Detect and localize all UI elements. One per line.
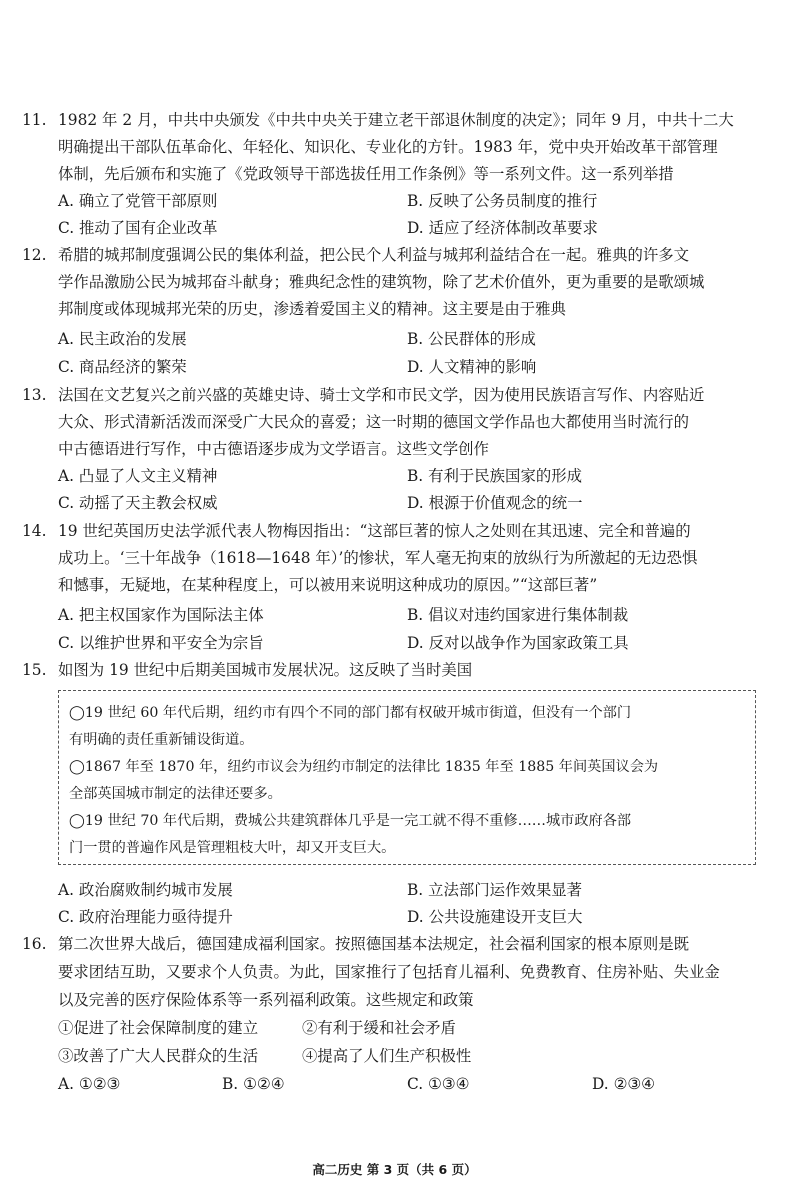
question-text: 体制，先后颁布和实施了《党政领导干部选拔任用工作条例》等一系列文件。这一系列举措 — [58, 165, 674, 183]
material-line: 有明确的责任重新铺设街道。 — [69, 732, 254, 748]
option-b[interactable]: B. 倡议对违约国家进行集体制裁 — [407, 606, 629, 624]
option-c[interactable]: C. ①③④ — [407, 1075, 470, 1093]
question-text: 法国在文艺复兴之前兴盛的英雄史诗、骑士文学和市民文学，因为使用民族语言写作、内容贴近 — [58, 386, 705, 404]
question-text: 1982 年 2 月，中共中央颁发《中共中央关于建立老干部退休制度的决定》；同年 9 月，中共十二大 — [58, 111, 734, 129]
question-number: 15. — [22, 661, 47, 679]
option-d[interactable]: D. 人文精神的影响 — [407, 358, 537, 376]
question-number: 13. — [22, 386, 47, 404]
option-c[interactable]: C. 政府治理能力亟待提升 — [58, 908, 233, 926]
question-text: 第二次世界大战后，德国建成福利国家。按照德国基本法规定，社会福利国家的根本原则是既 — [58, 935, 690, 953]
option-a[interactable]: A. 政治腐败制约城市发展 — [58, 881, 233, 899]
option-a[interactable]: A. 确立了党管干部原则 — [58, 192, 218, 210]
question-text: 以及完善的医疗保险体系等一系列福利政策。这些规定和政策 — [58, 991, 474, 1009]
option-d[interactable]: D. 适应了经济体制改革要求 — [407, 219, 598, 237]
statement-3: ③改善了广大人民群众的生活 — [58, 1047, 259, 1065]
statement-2: ②有利于缓和社会矛盾 — [302, 1019, 456, 1037]
option-d[interactable]: D. 公共设施建设开支巨大 — [407, 908, 583, 926]
option-c[interactable]: C. 推动了国有企业改革 — [58, 219, 218, 237]
option-c[interactable]: C. 商品经济的繁荣 — [58, 358, 187, 376]
question-text: 要求团结互助，又要求个人负责。为此，国家推行了包括育儿福利、免费教育、住房补贴、失业金 — [58, 963, 720, 981]
question-text: 学作品激励公民为城邦奋斗献身；雅典纪念性的建筑物，除了艺术价值外，更为重要的是歌颂城 — [58, 273, 705, 291]
question-text: 明确提出干部队伍革命化、年轻化、知识化、专业化的方针。1983 年，党中央开始改革干部管理 — [58, 138, 718, 156]
option-b[interactable]: B. 公民群体的形成 — [407, 330, 536, 348]
option-d[interactable]: D. ②③④ — [592, 1075, 655, 1093]
option-b[interactable]: B. 反映了公务员制度的推行 — [407, 192, 598, 210]
question-text: 邦制度或体现城邦光荣的历史，渗透着爱国主义的精神。这主要是由于雅典 — [58, 300, 566, 318]
option-d[interactable]: D. 根源于价值观念的统一 — [407, 494, 583, 512]
question-text: 中古德语进行写作，中古德语逐步成为文学语言。这些文学创作 — [58, 440, 489, 458]
statement-1: ①促进了社会保障制度的建立 — [58, 1019, 259, 1037]
statement-4: ④提高了人们生产积极性 — [302, 1047, 472, 1065]
question-text: 19 世纪英国历史法学派代表人物梅因指出：“这部巨著的惊人之处则在其迅速、完全和普遍的 — [58, 522, 691, 540]
question-number: 16. — [22, 935, 47, 953]
option-c[interactable]: C. 以维护世界和平安全为宗旨 — [58, 634, 264, 652]
material-line: 全部英国城市制定的法律还要多。 — [69, 786, 282, 802]
option-d[interactable]: D. 反对以战争作为国家政策工具 — [407, 634, 629, 652]
question-text: 大众、形式清新活泼而深受广大民众的喜爱；这一时期的德国文学作品也大都使用当时流行的 — [58, 413, 690, 431]
question-number: 14. — [22, 522, 47, 540]
option-b[interactable]: B. 立法部门运作效果显著 — [407, 881, 583, 899]
question-text: 如图为 19 世纪中后期美国城市发展状况。这反映了当时美国 — [58, 661, 473, 679]
material-line: ◯19 世纪 60 年代后期，纽约市有四个不同的部门都有权破开城市街道，但没有一个部门 — [69, 705, 632, 721]
material-line: 门一贯的普遍作风是管理粗枝大叶，却又开支巨大。 — [69, 840, 396, 856]
source-material-box — [58, 690, 756, 865]
option-c[interactable]: C. 动摇了天主教会权威 — [58, 494, 218, 512]
material-line: ◯1867 年至 1870 年，纽约市议会为纽约市制定的法律比 1835 年至 1885 年间英国议会为 — [69, 759, 659, 775]
option-a[interactable]: A. 民主政治的发展 — [58, 330, 187, 348]
option-a[interactable]: A. 把主权国家作为国际法主体 — [58, 606, 264, 624]
question-text: 希腊的城邦制度强调公民的集体利益，把公民个人利益与城邦利益结合在一起。雅典的许多文 — [58, 246, 690, 264]
option-b[interactable]: B. 有利于民族国家的形成 — [407, 467, 583, 485]
question-number: 11. — [22, 111, 47, 129]
material-line: ◯19 世纪 70 年代后期，费城公共建筑群体几乎是一完工就不得不重修……城市政府各部 — [69, 813, 632, 829]
option-a[interactable]: A. 凸显了人文主义精神 — [58, 467, 218, 485]
question-text: 成功上。‘三十年战争（1618—1648 年）’的惨状，军人毫无拘束的放纵行为所激起的无边恐惧 — [58, 549, 698, 567]
question-number: 12. — [22, 246, 47, 264]
option-a[interactable]: A. ①②③ — [58, 1075, 121, 1093]
page-footer: 高二历史 第 3 页（共 6 页） — [312, 1162, 477, 1177]
option-b[interactable]: B. ①②④ — [222, 1075, 285, 1093]
question-text: 和憾事，无疑地，在某种程度上，可以被用来说明这种成功的原因。”“这部巨著” — [58, 576, 598, 594]
